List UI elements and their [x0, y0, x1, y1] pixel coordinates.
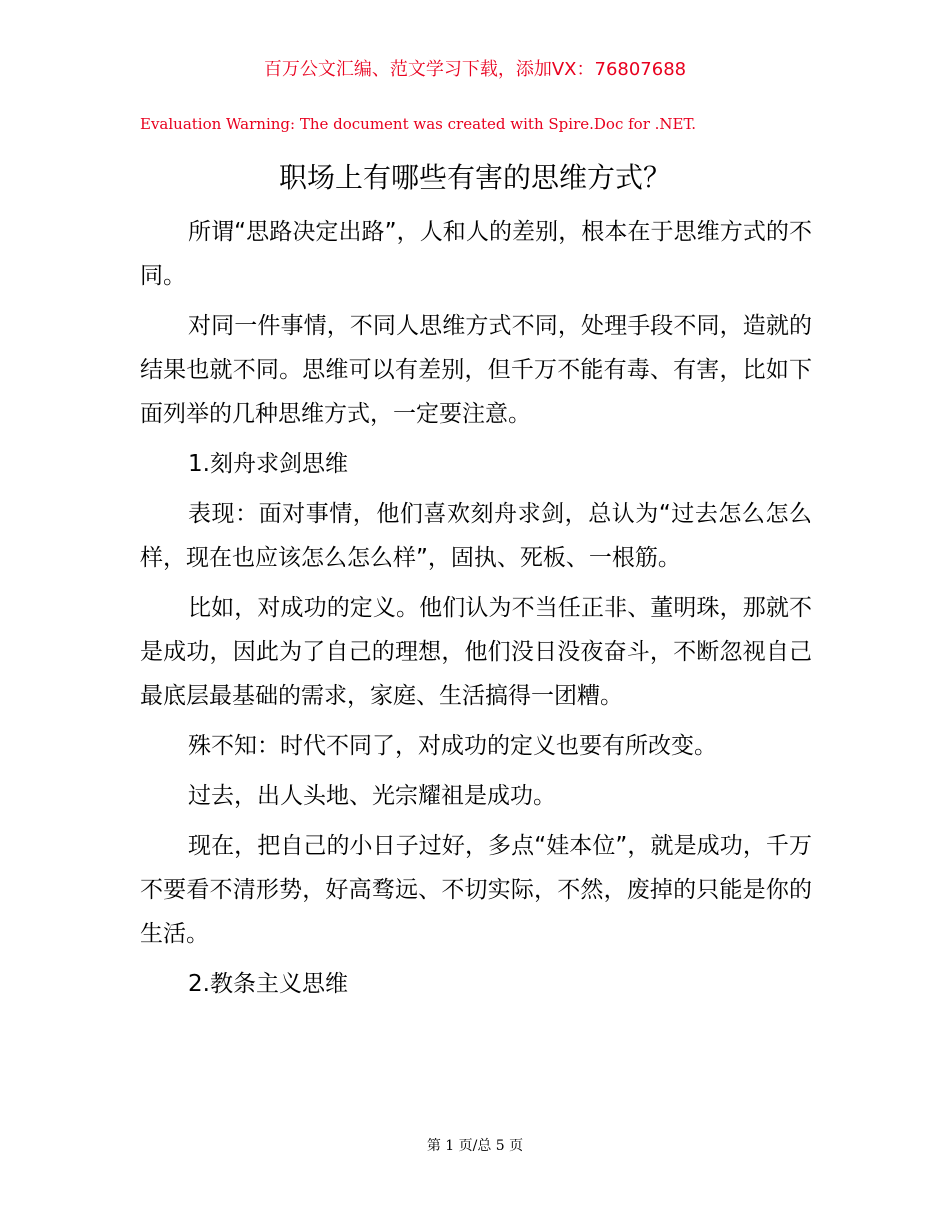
evaluation-warning: Evaluation Warning: The document was created with Spire.Doc for .NET. [140, 115, 697, 133]
paragraph: 殊不知：时代不同了，对成功的定义也要有所改变。 [188, 733, 717, 759]
paragraph: 表现：面对事情，他们喜欢刻舟求剑，总认为“过去怎么怎么样，现在也应该怎么怎么样”，固执、死板、一根筋。 [140, 501, 812, 571]
paragraph: 对同一件事情，不同人思维方式不同，处理手段不同，造就的结果也就不同。思维可以有差别，但千万不能有毒、有害，比如下面列举的几种思维方式，一定要注意。 [140, 313, 812, 427]
page-number-footer: 第 1 页/总 5 页 [426, 1138, 524, 1154]
paragraph: 所谓“思路决定出路”，人和人的差别，根本在于思维方式的不同。 [140, 219, 812, 289]
paragraph: 比如，对成功的定义。他们认为不当任正非、董明珠，那就不是成功，因此为了自己的理想，他们没日没夜奋斗，不断忽视自己最底层最基础的需求，家庭、生活搞得一团糟。 [140, 595, 812, 709]
section-heading: 2.教条主义思维 [188, 971, 348, 997]
document-body [140, 210, 812, 1012]
paragraph: 现在，把自己的小日子过好，多点“娃本位”，就是成功，千万不要看不清形势，好高骛远、不切实际，不然，废掉的只能是你的生活。 [140, 833, 812, 947]
section-heading: 1.刻舟求剑思维 [188, 451, 348, 477]
document-title: 职场上有哪些有害的思维方式？ [278, 161, 671, 194]
header-banner: 百万公文汇编、范文学习下载，添加VX：76807688 [263, 59, 687, 80]
paragraph: 过去，出人头地、光宗耀祖是成功。 [188, 783, 556, 809]
